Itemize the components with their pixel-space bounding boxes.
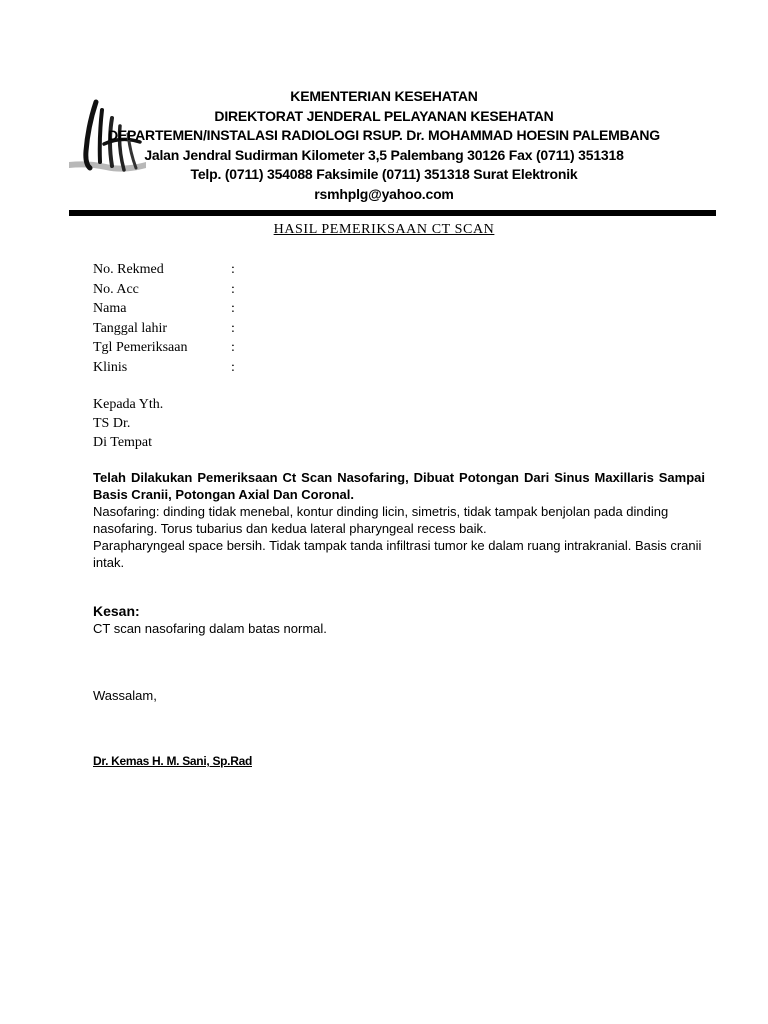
signature-name: Dr. Kemas H. M. Sani, Sp.Rad [93,754,252,768]
findings-paragraph-1: Nasofaring: dinding tidak menebal, kontur dinding licin, simetris, tidak tampak benjolan pada dinding nasofaring. Torus tubarius dan kedua lateral pharyngeal recess baik. [93,504,669,536]
header-divider [69,210,716,216]
field-row [93,338,235,358]
field-row [93,260,235,280]
field-row [93,280,235,300]
field-separator: : [231,320,235,336]
recipient-place: Di Tempat [93,435,153,450]
field-separator: : [231,359,235,375]
ministry-name: KEMENTERIAN KESEHATAN [290,88,478,104]
field-label-tanggal-lahir: Tanggal lahir [93,320,168,336]
phone-line: Telp. (0711) 354088 Faksimile (0711) 351318 Surat Elektronik [190,166,578,182]
closing-text: Wassalam, [93,688,157,703]
recipient-greeting: Kepada Yth. [93,397,164,412]
patient-fields [93,260,235,377]
field-row [93,319,235,339]
field-label-tgl-pemeriksaan: Tgl Pemeriksaan [93,340,188,355]
email-line: rsmhplg@yahoo.com [314,185,454,202]
recipient-block [93,395,163,452]
department-name: DEPARTEMEN/INSTALASI RADIOLOGI RSUP. Dr. MOHAMMAD HOESIN PALEMBANG [107,127,660,143]
field-separator: : [231,262,235,277]
field-row [93,299,235,319]
field-separator: : [231,281,235,297]
field-label-rekmed: No. Rekmed [93,262,164,277]
field-row [93,358,235,378]
field-separator: : [231,301,235,316]
findings-intro: Telah Dilakukan Pemeriksaan Ct Scan Nasofaring, Dibuat Potongan Dari Sinus Maxillaris Sampai Basis Cranii, Potongan Axial Dan Coronal. [93,470,705,502]
impression-text: CT scan nasofaring dalam batas normal. [93,621,327,636]
field-separator: : [231,340,235,355]
recipient-doctor: TS Dr. [93,416,131,431]
impression-heading: Kesan: [93,603,140,619]
field-label-nama: Nama [93,301,127,316]
address-line: Jalan Jendral Sudirman Kilometer 3,5 Palembang 30126 Fax (0711) 351318 [144,146,624,163]
impression-section [93,602,327,638]
findings-section [93,469,705,571]
letterhead [0,87,768,204]
directorate-name: DIREKTORAT JENDERAL PELAYANAN KESEHATAN [214,107,554,124]
findings-paragraph-2: Parapharyngeal space bersih. Tidak tampak tanda infiltrasi tumor ke dalam ruang intrakranial. Basis cranii intak. [93,538,702,570]
field-label-klinis: Klinis [93,359,128,375]
field-label-acc: No. Acc [93,281,139,297]
document-title: HASIL PEMERIKSAAN CT SCAN [273,222,495,237]
